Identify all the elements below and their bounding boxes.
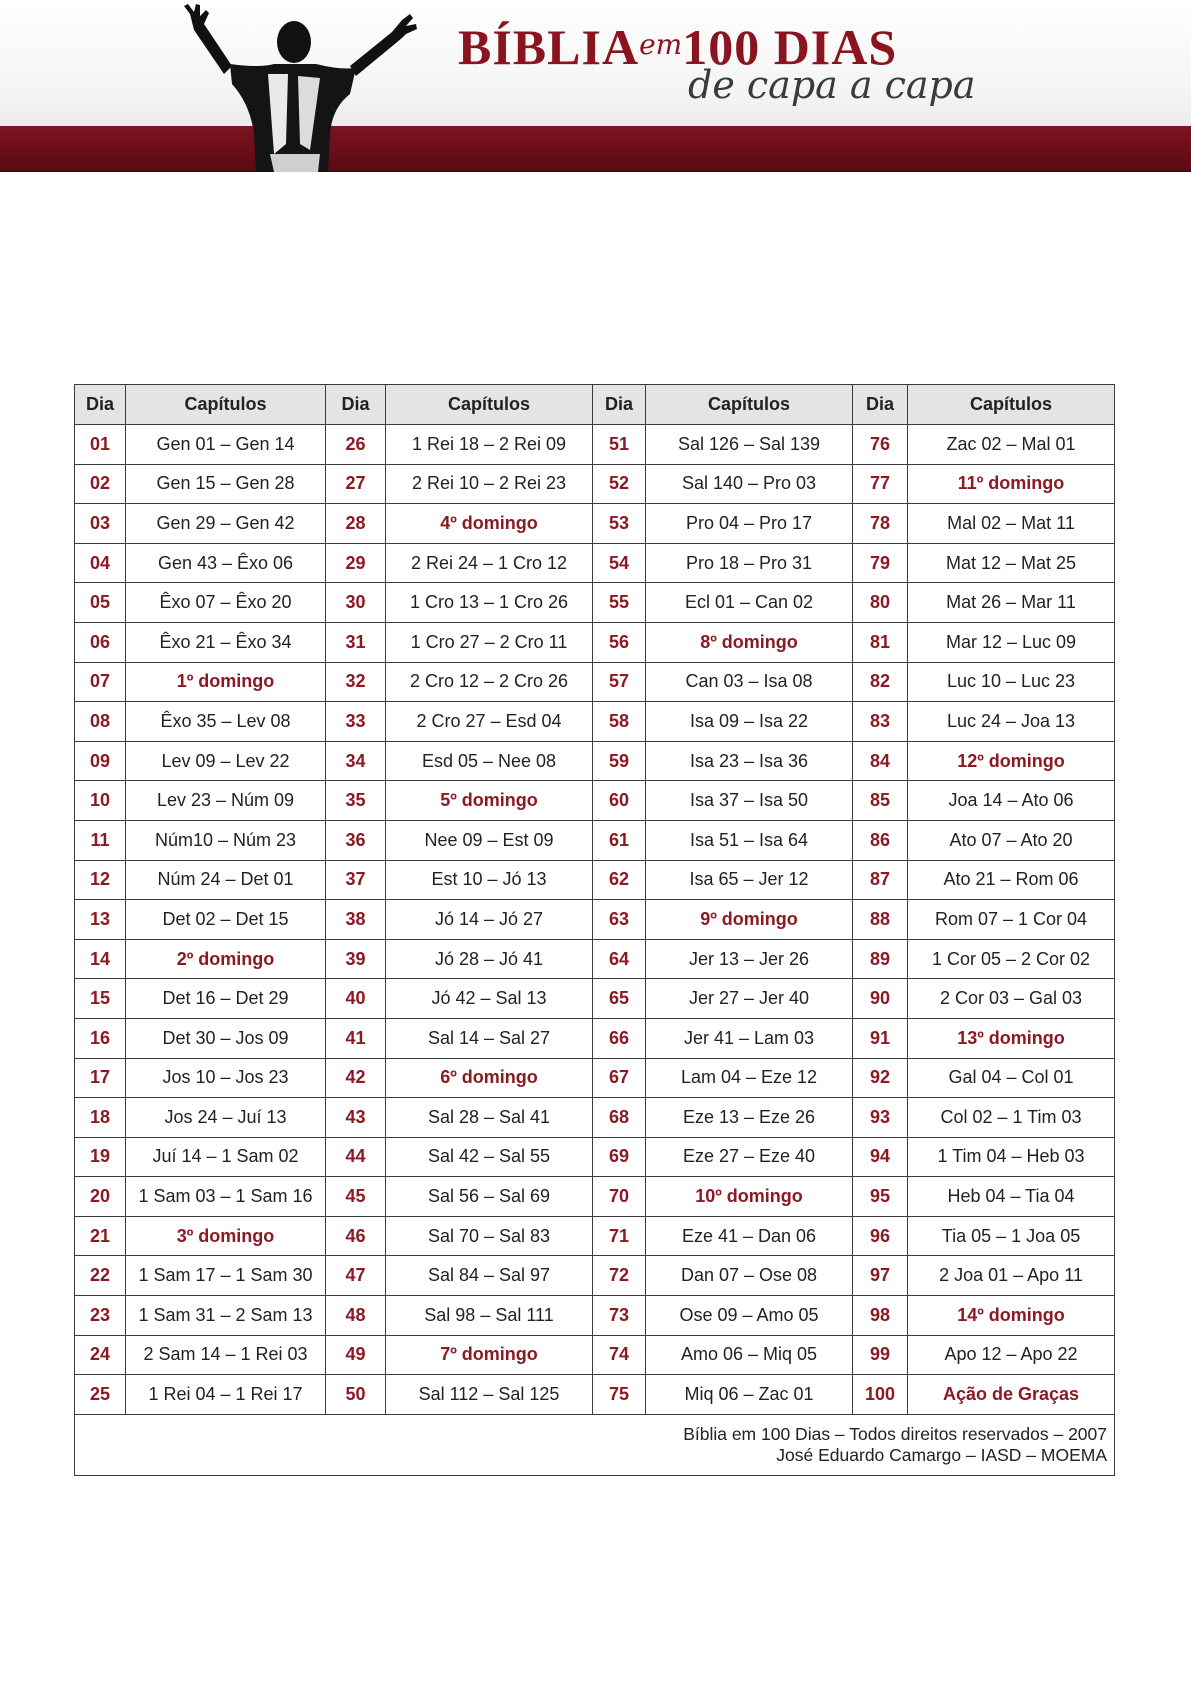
- worship-figure-logo-icon: [170, 4, 420, 172]
- chapters-range: Sal 70 – Sal 83: [386, 1216, 593, 1256]
- day-number: 94: [853, 1137, 908, 1177]
- chapters-range: Can 03 – Isa 08: [646, 662, 853, 702]
- day-number: 36: [326, 820, 386, 860]
- chapters-range: Pro 04 – Pro 17: [646, 504, 853, 544]
- chapters-range: Sal 112 – Sal 125: [386, 1375, 593, 1415]
- table-row: [75, 1216, 1115, 1256]
- day-number: 85: [853, 781, 908, 821]
- chapters-range: Esd 05 – Nee 08: [386, 741, 593, 781]
- chapters-range: Apo 12 – Apo 22: [908, 1335, 1115, 1375]
- chapters-range: Luc 24 – Joa 13: [908, 702, 1115, 742]
- chapters-range: Dan 07 – Ose 08: [646, 1256, 853, 1296]
- day-number: 11: [75, 820, 126, 860]
- brand-tagline: de capa a capa: [688, 63, 976, 107]
- chapters-range: Gen 01 – Gen 14: [126, 425, 326, 465]
- chapters-range: Det 02 – Det 15: [126, 900, 326, 940]
- table-row: [75, 583, 1115, 623]
- table-row: [75, 464, 1115, 504]
- day-number: 90: [853, 979, 908, 1019]
- chapters-range: 1 Sam 17 – 1 Sam 30: [126, 1256, 326, 1296]
- chapters-range: Mal 02 – Mat 11: [908, 504, 1115, 544]
- table-row: [75, 425, 1115, 465]
- day-number: 71: [593, 1216, 646, 1256]
- chapters-range: Ecl 01 – Can 02: [646, 583, 853, 623]
- table-row: [75, 1098, 1115, 1138]
- table-row: [75, 1335, 1115, 1375]
- chapters-range: Sal 84 – Sal 97: [386, 1256, 593, 1296]
- day-number: 72: [593, 1256, 646, 1296]
- special-day-label: 1º domingo: [126, 662, 326, 702]
- footer-author: José Eduardo Camargo – IASD – MOEMA: [776, 1444, 1107, 1465]
- column-header-dia: Dia: [75, 385, 126, 425]
- day-number: 83: [853, 702, 908, 742]
- chapters-range: Eze 41 – Dan 06: [646, 1216, 853, 1256]
- chapters-range: Joa 14 – Ato 06: [908, 781, 1115, 821]
- footer-copyright: Bíblia em 100 Dias – Todos direitos reservados – 2007: [683, 1423, 1107, 1444]
- chapters-range: Êxo 07 – Êxo 20: [126, 583, 326, 623]
- chapters-range: Det 30 – Jos 09: [126, 1018, 326, 1058]
- chapters-range: Gal 04 – Col 01: [908, 1058, 1115, 1098]
- chapters-range: Ato 07 – Ato 20: [908, 820, 1115, 860]
- chapters-range: Jer 41 – Lam 03: [646, 1018, 853, 1058]
- column-header-dia: Dia: [593, 385, 646, 425]
- chapters-range: Jer 13 – Jer 26: [646, 939, 853, 979]
- table-row: [75, 1058, 1115, 1098]
- day-number: 05: [75, 583, 126, 623]
- day-number: 99: [853, 1335, 908, 1375]
- chapters-range: Núm 24 – Det 01: [126, 860, 326, 900]
- chapters-range: 2 Cro 27 – Esd 04: [386, 702, 593, 742]
- day-number: 30: [326, 583, 386, 623]
- table-row: [75, 662, 1115, 702]
- table-row: [75, 1137, 1115, 1177]
- day-number: 16: [75, 1018, 126, 1058]
- chapters-range: 2 Sam 14 – 1 Rei 03: [126, 1335, 326, 1375]
- column-header-capitulos: Capítulos: [908, 385, 1115, 425]
- chapters-range: 1 Tim 04 – Heb 03: [908, 1137, 1115, 1177]
- chapters-range: Jer 27 – Jer 40: [646, 979, 853, 1019]
- table-header: [75, 385, 1115, 425]
- day-number: 95: [853, 1177, 908, 1217]
- chapters-range: Eze 27 – Eze 40: [646, 1137, 853, 1177]
- table-row: [75, 1256, 1115, 1296]
- day-number: 88: [853, 900, 908, 940]
- table-row: [75, 622, 1115, 662]
- day-number: 06: [75, 622, 126, 662]
- chapters-range: Zac 02 – Mal 01: [908, 425, 1115, 465]
- day-number: 61: [593, 820, 646, 860]
- chapters-range: Êxo 35 – Lev 08: [126, 702, 326, 742]
- special-day-label: 7º domingo: [386, 1335, 593, 1375]
- chapters-range: Pro 18 – Pro 31: [646, 543, 853, 583]
- day-number: 08: [75, 702, 126, 742]
- brand-number: 100 DIAS: [682, 19, 898, 75]
- day-number: 35: [326, 781, 386, 821]
- day-number: 24: [75, 1335, 126, 1375]
- chapters-range: Tia 05 – 1 Joa 05: [908, 1216, 1115, 1256]
- table-row: [75, 781, 1115, 821]
- chapters-range: 1 Sam 03 – 1 Sam 16: [126, 1177, 326, 1217]
- day-number: 100: [853, 1375, 908, 1415]
- table-row: [75, 741, 1115, 781]
- day-number: 78: [853, 504, 908, 544]
- special-day-label: 5º domingo: [386, 781, 593, 821]
- table-row: [75, 1296, 1115, 1336]
- day-number: 53: [593, 504, 646, 544]
- day-number: 59: [593, 741, 646, 781]
- column-header-capitulos: Capítulos: [126, 385, 326, 425]
- chapters-range: Det 16 – Det 29: [126, 979, 326, 1019]
- chapters-range: Jó 28 – Jó 41: [386, 939, 593, 979]
- chapters-range: Eze 13 – Eze 26: [646, 1098, 853, 1138]
- day-number: 28: [326, 504, 386, 544]
- day-number: 13: [75, 900, 126, 940]
- day-number: 49: [326, 1335, 386, 1375]
- chapters-range: Mar 12 – Luc 09: [908, 622, 1115, 662]
- chapters-range: Sal 98 – Sal 111: [386, 1296, 593, 1336]
- day-number: 25: [75, 1375, 126, 1415]
- day-number: 63: [593, 900, 646, 940]
- reading-plan-table: [74, 384, 1115, 1476]
- column-header-dia: Dia: [326, 385, 386, 425]
- day-number: 45: [326, 1177, 386, 1217]
- day-number: 31: [326, 622, 386, 662]
- chapters-range: Isa 65 – Jer 12: [646, 860, 853, 900]
- day-number: 55: [593, 583, 646, 623]
- day-number: 92: [853, 1058, 908, 1098]
- day-number: 56: [593, 622, 646, 662]
- day-number: 14: [75, 939, 126, 979]
- chapters-range: Sal 42 – Sal 55: [386, 1137, 593, 1177]
- chapters-range: Juí 14 – 1 Sam 02: [126, 1137, 326, 1177]
- chapters-range: Amo 06 – Miq 05: [646, 1335, 853, 1375]
- chapters-range: Ato 21 – Rom 06: [908, 860, 1115, 900]
- special-day-label: 13º domingo: [908, 1018, 1115, 1058]
- table-row: [75, 504, 1115, 544]
- day-number: 65: [593, 979, 646, 1019]
- column-header-dia: Dia: [853, 385, 908, 425]
- day-number: 12: [75, 860, 126, 900]
- chapters-range: Isa 37 – Isa 50: [646, 781, 853, 821]
- day-number: 52: [593, 464, 646, 504]
- table-row: [75, 543, 1115, 583]
- day-number: 81: [853, 622, 908, 662]
- chapters-range: Sal 56 – Sal 69: [386, 1177, 593, 1217]
- day-number: 23: [75, 1296, 126, 1336]
- special-day-label: 14º domingo: [908, 1296, 1115, 1336]
- chapters-range: Jó 14 – Jó 27: [386, 900, 593, 940]
- table-row: [75, 820, 1115, 860]
- table-row: [75, 1375, 1115, 1415]
- chapters-range: Jos 24 – Juí 13: [126, 1098, 326, 1138]
- chapters-range: Sal 140 – Pro 03: [646, 464, 853, 504]
- special-day-label: 9º domingo: [646, 900, 853, 940]
- table-row: [75, 979, 1115, 1019]
- chapters-range: Mat 26 – Mar 11: [908, 583, 1115, 623]
- brand-word: BÍBLIA: [458, 19, 640, 75]
- day-number: 68: [593, 1098, 646, 1138]
- table-footer: [75, 1414, 1115, 1475]
- table-header-row: [75, 385, 1115, 425]
- special-day-label: 2º domingo: [126, 939, 326, 979]
- day-number: 15: [75, 979, 126, 1019]
- day-number: 54: [593, 543, 646, 583]
- day-number: 43: [326, 1098, 386, 1138]
- chapters-range: 1 Cro 13 – 1 Cro 26: [386, 583, 593, 623]
- special-day-label: 11º domingo: [908, 464, 1115, 504]
- day-number: 93: [853, 1098, 908, 1138]
- chapters-range: Ose 09 – Amo 05: [646, 1296, 853, 1336]
- day-number: 79: [853, 543, 908, 583]
- special-day-label: Ação de Graças: [908, 1375, 1115, 1415]
- day-number: 48: [326, 1296, 386, 1336]
- chapters-range: Col 02 – 1 Tim 03: [908, 1098, 1115, 1138]
- table-body: [75, 425, 1115, 1415]
- day-number: 09: [75, 741, 126, 781]
- day-number: 51: [593, 425, 646, 465]
- day-number: 02: [75, 464, 126, 504]
- day-number: 73: [593, 1296, 646, 1336]
- day-number: 37: [326, 860, 386, 900]
- chapters-range: Gen 43 – Êxo 06: [126, 543, 326, 583]
- day-number: 76: [853, 425, 908, 465]
- chapters-range: Luc 10 – Luc 23: [908, 662, 1115, 702]
- day-number: 47: [326, 1256, 386, 1296]
- day-number: 96: [853, 1216, 908, 1256]
- day-number: 69: [593, 1137, 646, 1177]
- day-number: 38: [326, 900, 386, 940]
- day-number: 21: [75, 1216, 126, 1256]
- chapters-range: Isa 23 – Isa 36: [646, 741, 853, 781]
- day-number: 84: [853, 741, 908, 781]
- chapters-range: Sal 14 – Sal 27: [386, 1018, 593, 1058]
- chapters-range: Jó 42 – Sal 13: [386, 979, 593, 1019]
- day-number: 20: [75, 1177, 126, 1217]
- day-number: 10: [75, 781, 126, 821]
- table-row: [75, 702, 1115, 742]
- column-header-capitulos: Capítulos: [386, 385, 593, 425]
- table-row: [75, 860, 1115, 900]
- day-number: 29: [326, 543, 386, 583]
- day-number: 19: [75, 1137, 126, 1177]
- table-row: [75, 1018, 1115, 1058]
- day-number: 07: [75, 662, 126, 702]
- page-header: [0, 0, 1191, 172]
- day-number: 87: [853, 860, 908, 900]
- day-number: 70: [593, 1177, 646, 1217]
- day-number: 27: [326, 464, 386, 504]
- chapters-range: Sal 126 – Sal 139: [646, 425, 853, 465]
- chapters-range: Gen 29 – Gen 42: [126, 504, 326, 544]
- day-number: 42: [326, 1058, 386, 1098]
- chapters-range: Sal 28 – Sal 41: [386, 1098, 593, 1138]
- day-number: 39: [326, 939, 386, 979]
- day-number: 34: [326, 741, 386, 781]
- chapters-range: Nee 09 – Est 09: [386, 820, 593, 860]
- chapters-range: 2 Cro 12 – 2 Cro 26: [386, 662, 593, 702]
- day-number: 77: [853, 464, 908, 504]
- day-number: 01: [75, 425, 126, 465]
- chapters-range: Miq 06 – Zac 01: [646, 1375, 853, 1415]
- day-number: 18: [75, 1098, 126, 1138]
- day-number: 86: [853, 820, 908, 860]
- chapters-range: Gen 15 – Gen 28: [126, 464, 326, 504]
- day-number: 67: [593, 1058, 646, 1098]
- chapters-range: Núm10 – Núm 23: [126, 820, 326, 860]
- day-number: 66: [593, 1018, 646, 1058]
- day-number: 58: [593, 702, 646, 742]
- chapters-range: Lev 09 – Lev 22: [126, 741, 326, 781]
- day-number: 41: [326, 1018, 386, 1058]
- day-number: 97: [853, 1256, 908, 1296]
- chapters-range: Jos 10 – Jos 23: [126, 1058, 326, 1098]
- special-day-label: 8º domingo: [646, 622, 853, 662]
- footer-row: [75, 1414, 1115, 1475]
- chapters-range: 2 Rei 10 – 2 Rei 23: [386, 464, 593, 504]
- chapters-range: 1 Cor 05 – 2 Cor 02: [908, 939, 1115, 979]
- chapters-range: Mat 12 – Mat 25: [908, 543, 1115, 583]
- special-day-label: 6º domingo: [386, 1058, 593, 1098]
- day-number: 60: [593, 781, 646, 821]
- chapters-range: 1 Rei 04 – 1 Rei 17: [126, 1375, 326, 1415]
- chapters-range: 2 Joa 01 – Apo 11: [908, 1256, 1115, 1296]
- chapters-range: Rom 07 – 1 Cor 04: [908, 900, 1115, 940]
- chapters-range: Isa 51 – Isa 64: [646, 820, 853, 860]
- table-row: [75, 939, 1115, 979]
- table-row: [75, 1177, 1115, 1217]
- chapters-range: Êxo 21 – Êxo 34: [126, 622, 326, 662]
- day-number: 40: [326, 979, 386, 1019]
- special-day-label: 3º domingo: [126, 1216, 326, 1256]
- day-number: 50: [326, 1375, 386, 1415]
- day-number: 64: [593, 939, 646, 979]
- day-number: 57: [593, 662, 646, 702]
- day-number: 80: [853, 583, 908, 623]
- day-number: 89: [853, 939, 908, 979]
- footer-cell: [75, 1414, 1115, 1475]
- day-number: 03: [75, 504, 126, 544]
- special-day-label: 10º domingo: [646, 1177, 853, 1217]
- table-row: [75, 900, 1115, 940]
- chapters-range: 2 Rei 24 – 1 Cro 12: [386, 543, 593, 583]
- day-number: 26: [326, 425, 386, 465]
- day-number: 62: [593, 860, 646, 900]
- chapters-range: Isa 09 – Isa 22: [646, 702, 853, 742]
- chapters-range: Lam 04 – Eze 12: [646, 1058, 853, 1098]
- chapters-range: 1 Cro 27 – 2 Cro 11: [386, 622, 593, 662]
- special-day-label: 12º domingo: [908, 741, 1115, 781]
- day-number: 17: [75, 1058, 126, 1098]
- chapters-range: 2 Cor 03 – Gal 03: [908, 979, 1115, 1019]
- day-number: 46: [326, 1216, 386, 1256]
- day-number: 75: [593, 1375, 646, 1415]
- chapters-range: 1 Rei 18 – 2 Rei 09: [386, 425, 593, 465]
- brand-em: em: [639, 28, 683, 61]
- chapters-range: Lev 23 – Núm 09: [126, 781, 326, 821]
- special-day-label: 4º domingo: [386, 504, 593, 544]
- day-number: 04: [75, 543, 126, 583]
- chapters-range: Heb 04 – Tia 04: [908, 1177, 1115, 1217]
- day-number: 32: [326, 662, 386, 702]
- day-number: 91: [853, 1018, 908, 1058]
- chapters-range: Est 10 – Jó 13: [386, 860, 593, 900]
- day-number: 98: [853, 1296, 908, 1336]
- day-number: 82: [853, 662, 908, 702]
- day-number: 33: [326, 702, 386, 742]
- chapters-range: 1 Sam 31 – 2 Sam 13: [126, 1296, 326, 1336]
- day-number: 74: [593, 1335, 646, 1375]
- day-number: 44: [326, 1137, 386, 1177]
- column-header-capitulos: Capítulos: [646, 385, 853, 425]
- day-number: 22: [75, 1256, 126, 1296]
